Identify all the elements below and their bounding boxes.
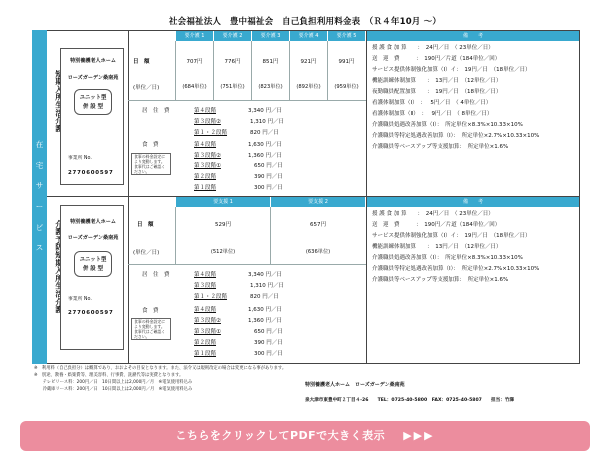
daily-amount: 707円	[186, 59, 203, 65]
bikou-line: 介護職員等ベースアップ等支援加算： 所定単位×1.6%	[372, 277, 509, 283]
daily-units: (892単位)	[296, 84, 321, 90]
level-header: 要介護 4	[290, 31, 327, 41]
jigyo-label: 事業所 No.	[68, 297, 92, 302]
shoku-price: 300 円／日	[254, 185, 283, 191]
shoku-level: 第２段階	[194, 340, 217, 346]
shoku-level: 第２段階	[194, 174, 217, 180]
bikou-line: 介護職員等特定処遇改善加算（Ⅰ）： 所定単位×2.7%×10.33×10%	[372, 266, 540, 272]
daily-amount: 657円	[310, 222, 326, 228]
side-char: ビ	[35, 222, 44, 232]
level-header: 要支援 1	[176, 197, 270, 207]
shoku-level: 第１段階	[194, 185, 217, 191]
kyoju-price: 820 円／日	[250, 130, 279, 136]
unit-type-2: 併 設 型	[83, 266, 103, 273]
level-column	[213, 41, 214, 100]
daily-amount: 529円	[215, 222, 231, 228]
unit-label: (単位／日)	[133, 85, 160, 91]
side-char: ー	[35, 202, 44, 211]
kyoju-price: 1,310 円／日	[250, 119, 284, 125]
pdf-banner-label: こちらをクリックしてPDFで大きく表示	[175, 428, 386, 442]
shoku-price: 650 円／日	[254, 163, 283, 169]
level-header: 要介護 2	[214, 31, 251, 41]
side-char: 在	[35, 140, 44, 150]
shoku-price: 1,360 円／日	[248, 153, 282, 159]
shoku-note: 食事の料金設定により変動します。食事代はご確認ください。	[131, 153, 171, 175]
facility-name: 特別養護老人ホーム	[70, 219, 116, 225]
bikou-line: 看護体制加算（Ⅱ） ： 9円／日 （ 8単位／日）	[372, 111, 493, 117]
unit-type-2: 併 設 型	[83, 104, 103, 111]
facility-name: 特別養護老人ホーム	[70, 58, 116, 64]
side-char: 宅	[35, 160, 44, 170]
shoku-price: 1,360 円／日	[248, 318, 282, 324]
unit-type-badge	[74, 251, 112, 277]
jigyo-number: 2770600597	[68, 170, 114, 176]
shoku-price: 1,630 円／日	[248, 307, 282, 313]
kyoju-level: 第１・２段階	[194, 130, 228, 136]
kyoju-price: 3,340 円／日	[248, 108, 282, 114]
level-header: 要介護 5	[328, 31, 365, 41]
footnote: 冷蔵庫リース料：200円／日 10日間以上は2,000円／月 ※電気使用料込み	[34, 387, 193, 392]
bikou-line: 介護職員処遇改善加算（Ⅰ）： 所定単位×8.3%×10.33×10%	[372, 255, 523, 261]
daily-units: (684単位)	[182, 84, 207, 90]
unit-label: (単位／日)	[133, 250, 160, 256]
daily-label: 日 額	[137, 222, 154, 228]
bikou-line: 機能訓練体制加算 ： 13円／日 （12単位／日）	[372, 244, 502, 250]
footnote: ※ 別途、教養・娯楽費等、理美容料、行事費、洗濯代等は実費となります。	[34, 373, 184, 378]
level-column	[175, 41, 176, 100]
level-header: 要介護 1	[176, 31, 213, 41]
shoku-label: 食 費	[142, 142, 159, 148]
kyoju-price: 820 円／日	[250, 294, 279, 300]
shoku-level: 第４段階	[194, 307, 217, 313]
footnote: テレビリース料：200円／日 10日間以上は2,000円／月 ※電気使用料込み	[34, 380, 193, 385]
shoku-level: 第３段階①	[194, 329, 221, 335]
pdf-banner-button[interactable]	[20, 421, 590, 451]
bikou-line: 機能訓練体制加算 ： 13円／日 （12単位／日）	[372, 78, 502, 84]
side-label	[32, 30, 47, 364]
unit-type-badge	[74, 89, 112, 115]
bikou-line: 介護職員等特定処遇改善加算（Ⅰ）： 所定単位×2.7%×10.33×10%	[372, 133, 540, 139]
daily-units: (823単位)	[258, 84, 283, 90]
kyoju-level: 第４段階	[194, 108, 217, 114]
daily-label: 日 額	[133, 59, 150, 65]
row-divider	[128, 264, 366, 265]
bikou-line: 夜勤職員配置加算 ： 19円／日 （18単位／日）	[372, 89, 502, 95]
kyoju-label: 居 住 費	[142, 272, 170, 278]
shoku-price: 300 円／日	[254, 351, 283, 357]
shoku-price: 1,630 円／日	[248, 142, 282, 148]
level-column	[327, 41, 328, 100]
kyoju-price: 1,310 円／日	[250, 283, 284, 289]
bikou-line: 介護職員等ベースアップ等支援加算： 所定単位×1.6%	[372, 144, 509, 150]
unit-type: ユニット型	[79, 257, 107, 263]
side-char: サ	[35, 181, 44, 191]
bikou-line: サービス提供体制強化加算（Ⅰ）イ： 19円／日 （18単位／日）	[372, 67, 531, 73]
shoku-note: 食事の料金設定により変動します。食事代はご確認ください。	[131, 318, 171, 340]
bikou-header: 備 考	[367, 31, 579, 41]
shoku-level: 第４段階	[194, 142, 217, 148]
daily-units: (512単位)	[210, 249, 236, 255]
kyoju-price: 3,340 円／日	[248, 272, 282, 278]
bikou-line: サービス提供体制強化加算（Ⅰ）イ： 19円／日 （18単位／日）	[372, 233, 531, 239]
shoku-label: 食 費	[142, 308, 159, 314]
facility-box-1	[60, 48, 124, 185]
jigyo-label: 事業所 No.	[68, 156, 92, 161]
page-title: 社会福祉法人 豊中福祉会 自己負担利用料金表 （Ｒ４年10月 ～）	[168, 17, 442, 27]
kyoju-label: 居 住 費	[142, 108, 170, 114]
facility-box-2	[60, 205, 124, 350]
bikou-line: 送 迎 費 ： 190円／片道（184単位／回）	[372, 56, 501, 62]
bikou-line: 看護体制加算（Ⅰ） ： 5円／日 （ 4単位／日）	[372, 100, 492, 106]
column-divider	[128, 30, 129, 364]
footnote: ※ 利用料（自己負担分）は概算であり、おおよその目安となります。また、法令又は規則改定の場合は変更になる事があります。	[34, 366, 287, 371]
shoku-price: 650 円／日	[254, 329, 283, 335]
daily-units: (636単位)	[305, 249, 331, 255]
daily-amount: 991円	[338, 59, 355, 65]
kyoju-level: 第１・２段階	[194, 294, 228, 300]
shoku-price: 390 円／日	[254, 174, 283, 180]
kyoju-level: 第３段階②	[194, 119, 221, 125]
level-header: 要支援 2	[271, 197, 365, 207]
bikou-line: 介護職員処遇改善加算（Ⅰ）： 所定単位×8.3%×10.33×10%	[372, 122, 523, 128]
kyoju-level: 第３段階	[194, 283, 217, 289]
level-column	[289, 41, 290, 100]
row-divider	[128, 100, 366, 101]
bikou-line: 援 護 食 加 算 ： 24円／日 （ 23単位／日）	[372, 45, 494, 51]
shoku-level: 第３段階①	[194, 163, 221, 169]
jigyo-number: 2770600597	[68, 310, 114, 316]
daily-units: (751単位)	[220, 84, 245, 90]
shoku-price: 390 円／日	[254, 340, 283, 346]
arrow-right-icon: ▶▶▶	[403, 428, 435, 442]
level-header: 要介護 3	[252, 31, 289, 41]
shoku-level: 第１段階	[194, 351, 217, 357]
bikou-line: 援 護 食 加 算 ： 24円／日 （ 23単位／日）	[372, 211, 494, 217]
daily-units: (959単位)	[334, 84, 359, 90]
facility-name: ローズガーデン桑南苑	[67, 75, 119, 81]
contact-address: 泉大津市東豊中町２丁目４-26 TEL：0725-40-5800 FAX：0725-40-5807 担当：竹澤	[305, 398, 515, 403]
contact-org: 特別養護老人ホーム ローズガーデン桑南苑	[305, 382, 405, 388]
unit-type: ユニット型	[79, 95, 107, 101]
side-char: ス	[35, 243, 44, 253]
daily-amount: 776円	[224, 59, 241, 65]
daily-amount: 921円	[300, 59, 317, 65]
shoku-level: 第３段階②	[194, 153, 221, 159]
level-column	[251, 41, 252, 100]
shoku-level: 第３段階②	[194, 318, 221, 324]
bikou-line: 送 迎 費 ： 190円／片道（184単位／回）	[372, 222, 501, 228]
facility-name: ローズガーデン桑南苑	[67, 235, 119, 241]
bikou-header: 備 考	[367, 197, 579, 207]
kyoju-level: 第４段階	[194, 272, 217, 278]
daily-amount: 851円	[262, 59, 279, 65]
